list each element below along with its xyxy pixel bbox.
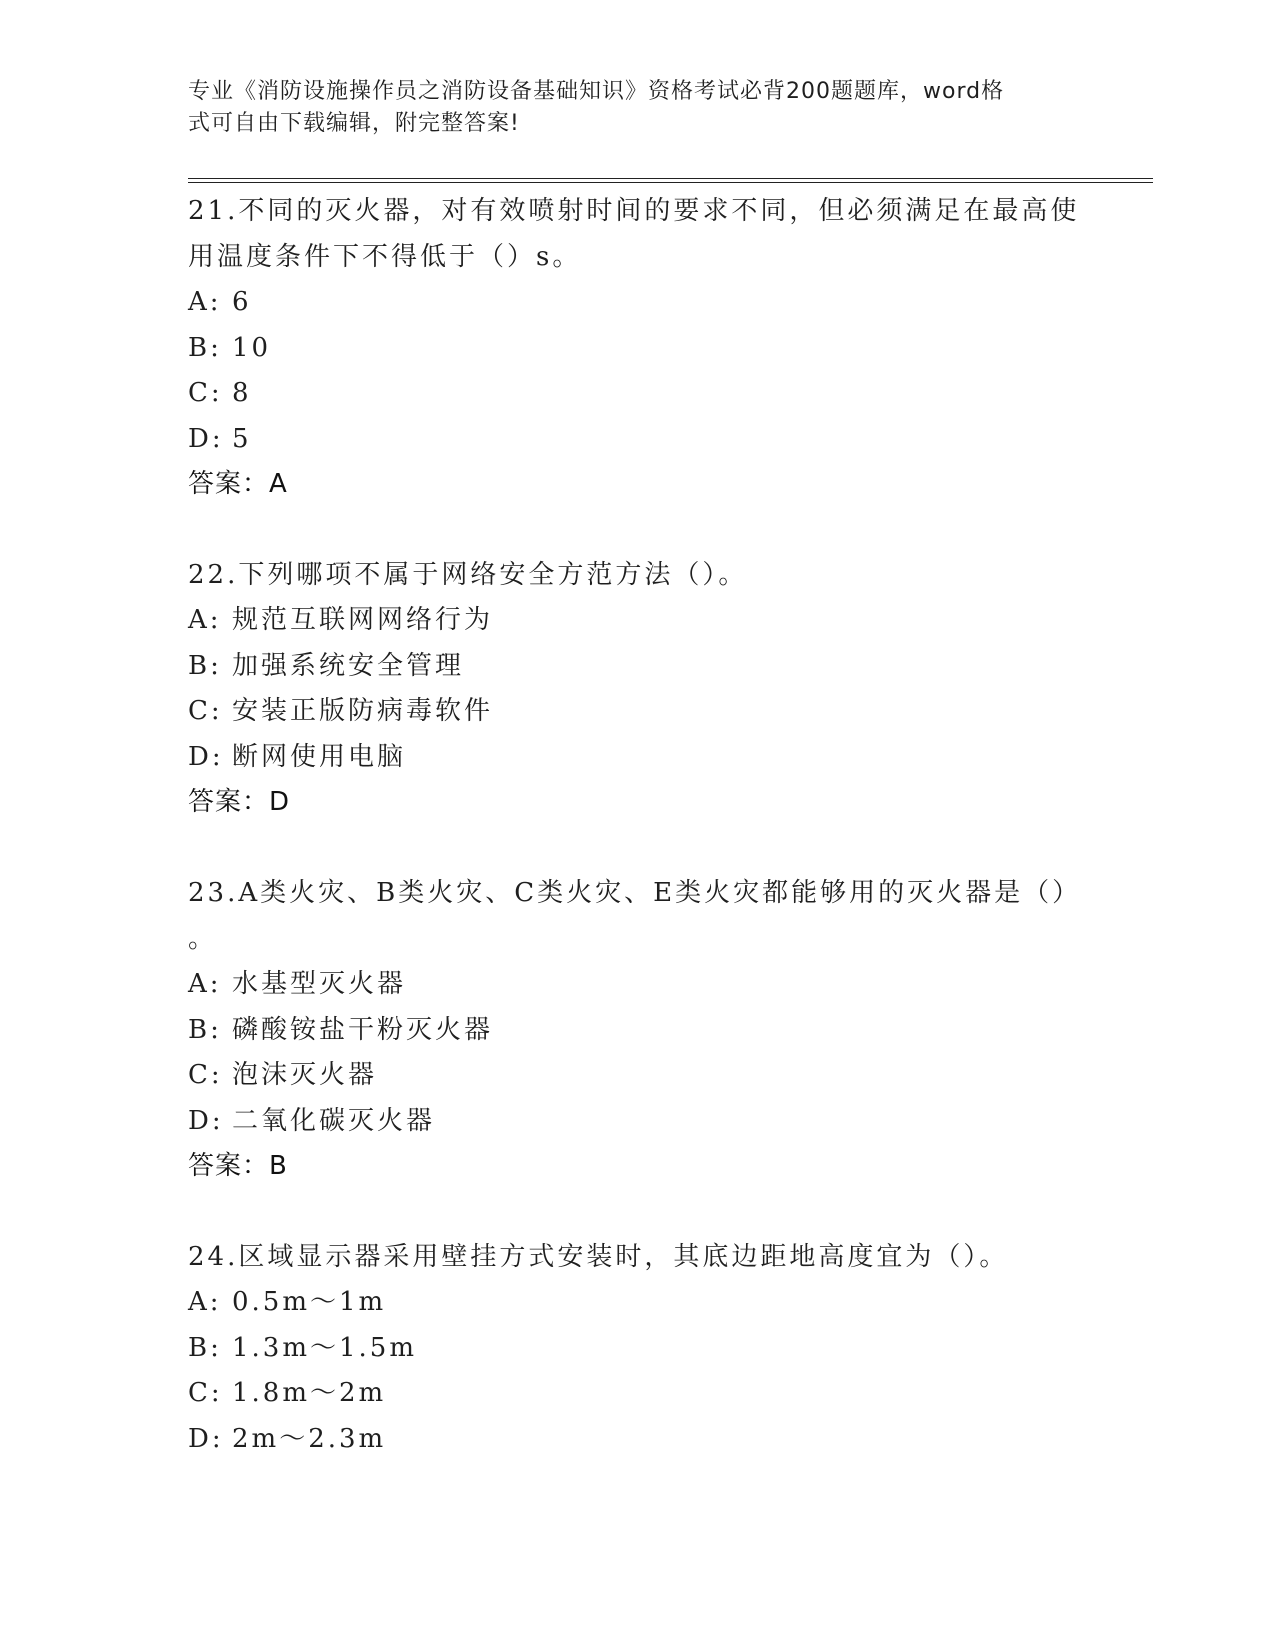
option-text: 二氧化碳灭火器 [232,1105,436,1136]
answer-line: 答案：B [188,1151,288,1181]
option-text: 泡沫灭火器 [232,1060,378,1090]
option-b [188,326,1088,372]
question-stem-line: 23.A类火灾、B类火灾、C类火灾、E类火灾都能够用的灭火器是（） [188,878,1082,908]
option-letter: D: [188,1423,224,1454]
question-22 [188,552,1088,870]
option-text: 8 [232,378,252,408]
option-letter: D: [188,741,224,772]
option-text: 0.5m～1m [232,1287,387,1317]
option-letter: A: [188,605,222,635]
header-divider-top [188,178,1153,179]
option-d [188,1099,1088,1145]
document-header [188,76,1068,140]
header-line-2: 式可自由下载编辑，附完整答案! [188,111,520,136]
option-text: 6 [232,287,252,317]
question-stem-line: 用温度条件下不得低于（）s。 [188,242,582,272]
option-text: 磷酸铵盐干粉灭火器 [232,1014,494,1045]
option-c [188,1053,1088,1099]
option-text: 安装正版防病毒软件 [232,696,494,726]
option-letter: B: [188,1332,222,1363]
header-divider-bottom [188,182,1153,183]
option-text: 水基型灭火器 [232,969,407,999]
option-letter: A: [188,287,222,317]
option-letter: D: [188,1105,224,1136]
question-spacer [188,824,1088,870]
option-c [188,689,1088,735]
option-text: 规范互联网网络行为 [232,605,494,635]
question-list [188,188,1088,1462]
option-b [188,1008,1088,1054]
option-letter: C: [188,378,223,408]
question-spacer [188,506,1088,552]
option-text: 加强系统安全管理 [232,650,465,681]
option-d [188,1417,1088,1463]
question-21 [188,188,1088,552]
option-letter: C: [188,1060,223,1090]
option-a [188,1280,1088,1326]
answer-line: 答案：A [188,469,288,499]
question-stem [188,552,1088,598]
question-stem [188,1234,1088,1280]
option-d [188,735,1088,781]
option-letter: B: [188,332,222,363]
answer-line: 答案：D [188,787,291,817]
option-letter: B: [188,1014,222,1045]
option-a [188,280,1088,326]
option-text: 1.3m～1.5m [232,1332,418,1363]
question-stem-line: 。 [188,924,218,954]
option-a [188,962,1088,1008]
option-text: 2m～2.3m [232,1423,387,1454]
question-stem [188,188,1088,280]
question-stem-line: 24.区域显示器采用壁挂方式安装时，其底边距地高度宜为（）。 [188,1242,1009,1272]
question-stem-line: 22.下列哪项不属于网络安全方范方法（）。 [188,560,748,590]
option-b [188,1326,1088,1372]
option-b [188,644,1088,690]
question-stem [188,870,1088,962]
option-letter: A: [188,969,222,999]
question-23 [188,870,1088,1234]
option-letter: B: [188,650,222,681]
question-spacer [188,1188,1088,1234]
option-text: 1.8m～2m [232,1378,387,1408]
option-letter: C: [188,1378,223,1408]
option-c [188,371,1088,417]
option-letter: D: [188,423,224,454]
option-text: 5 [232,423,252,454]
option-text: 10 [232,332,272,363]
option-a [188,598,1088,644]
option-letter: C: [188,696,223,726]
option-text: 断网使用电脑 [232,741,407,772]
option-letter: A: [188,1287,222,1317]
question-24 [188,1234,1088,1462]
question-stem-line: 21.不同的灭火器，对有效喷射时间的要求不同，但必须满足在最高使 [188,196,1080,226]
option-c [188,1371,1088,1417]
option-d [188,417,1088,463]
header-line-1: 专业《消防设施操作员之消防设备基础知识》资格考试必背200题题库，word格 [188,79,1005,104]
